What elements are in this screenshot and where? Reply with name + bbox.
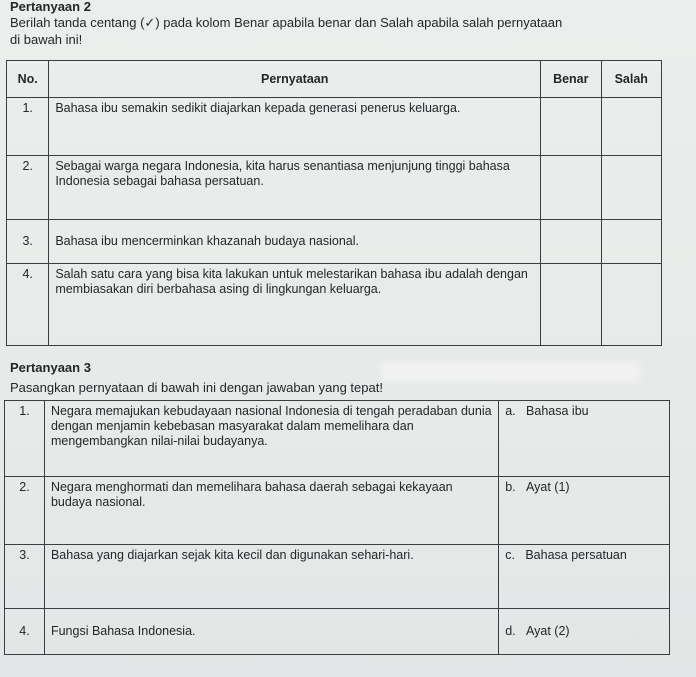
q3-instruction: Pasangkan pernyataan di bawah ini dengan jawaban yang tepat! [10, 380, 383, 395]
q2-true-checkbox-cell[interactable] [541, 264, 601, 346]
q2-row-number: 4. [7, 264, 49, 346]
q3-answer-text: Ayat (2) [526, 624, 570, 638]
table-row [7, 98, 662, 156]
q3-answer-letter: a. [505, 404, 516, 418]
q3-row-number: 4. [5, 609, 45, 655]
q2-false-checkbox-cell[interactable] [601, 264, 661, 346]
q2-header-statement: Pernyataan [49, 61, 541, 98]
q3-row-number: 2. [5, 477, 45, 545]
q2-row-number: 1. [7, 98, 49, 156]
q2-header-true: Benar [541, 61, 601, 98]
faded-watermark [380, 362, 640, 382]
q2-header-row [7, 61, 662, 98]
q2-true-checkbox-cell[interactable] [541, 98, 601, 156]
q3-title: Pertanyaan 3 [10, 360, 91, 375]
q2-header-false: Salah [601, 61, 661, 98]
q2-true-checkbox-cell[interactable] [541, 220, 601, 264]
q3-matching-table [4, 400, 670, 655]
q2-false-checkbox-cell[interactable] [601, 156, 661, 220]
q3-answer-option[interactable] [499, 545, 670, 609]
q3-row-statement: Negara menghormati dan memelihara bahasa daerah sebagai kekayaan budaya nasional. [44, 477, 498, 545]
q3-answer-text: Bahasa ibu [526, 404, 589, 418]
q2-row-statement: Salah satu cara yang bisa kita lakukan untuk melestarikan bahasa ibu adalah dengan membiasakan diri berbahasa asing di lingkungan keluarga. [49, 264, 541, 346]
table-row [7, 220, 662, 264]
q3-answer-letter: b. [505, 480, 516, 494]
table-row [5, 477, 670, 545]
q3-answer-option[interactable] [499, 401, 670, 477]
table-row [5, 545, 670, 609]
q2-row-number: 2. [7, 156, 49, 220]
q2-row-number: 3. [7, 220, 49, 264]
q2-header-no: No. [7, 61, 49, 98]
table-row [5, 609, 670, 655]
q2-title: Pertanyaan 2 [10, 0, 91, 14]
q3-answer-option[interactable] [499, 609, 670, 655]
q3-answer-text: Bahasa persatuan [525, 548, 627, 562]
q3-row-statement: Negara memajukan kebudayaan nasional Indonesia di tengah peradaban dunia dengan menjamin kebebasan masyarakat dalam memelihara dan mengembangkan nilai-nilai budayanya. [44, 401, 498, 477]
q3-answer-letter: c. [505, 548, 515, 562]
q2-true-checkbox-cell[interactable] [541, 156, 601, 220]
q2-instruction-line2: di bawah ini! [10, 32, 83, 47]
q3-row-statement: Bahasa yang diajarkan sejak kita kecil dan digunakan sehari-hari. [44, 545, 498, 609]
q2-false-checkbox-cell[interactable] [601, 98, 661, 156]
q3-answer-text: Ayat (1) [526, 480, 570, 494]
q2-row-statement: Bahasa ibu semakin sedikit diajarkan kepada generasi penerus keluarga. [49, 98, 541, 156]
q2-row-statement: Bahasa ibu mencerminkan khazanah budaya nasional. [49, 220, 541, 264]
q2-false-checkbox-cell[interactable] [601, 220, 661, 264]
table-row [7, 156, 662, 220]
table-row [5, 401, 670, 477]
q3-answer-option[interactable] [499, 477, 670, 545]
q3-row-number: 1. [5, 401, 45, 477]
q3-row-statement: Fungsi Bahasa Indonesia. [44, 609, 498, 655]
q2-instruction-line1: Berilah tanda centang (✓) pada kolom Benar apabila benar dan Salah apabila salah pernyataan [10, 15, 563, 30]
q3-answer-letter: d. [505, 624, 516, 638]
table-row [7, 264, 662, 346]
q3-row-number: 3. [5, 545, 45, 609]
q2-true-false-table [6, 60, 662, 346]
q2-row-statement: Sebagai warga negara Indonesia, kita harus senantiasa menjunjung tinggi bahasa Indonesia sebagai bahasa persatuan. [49, 156, 541, 220]
